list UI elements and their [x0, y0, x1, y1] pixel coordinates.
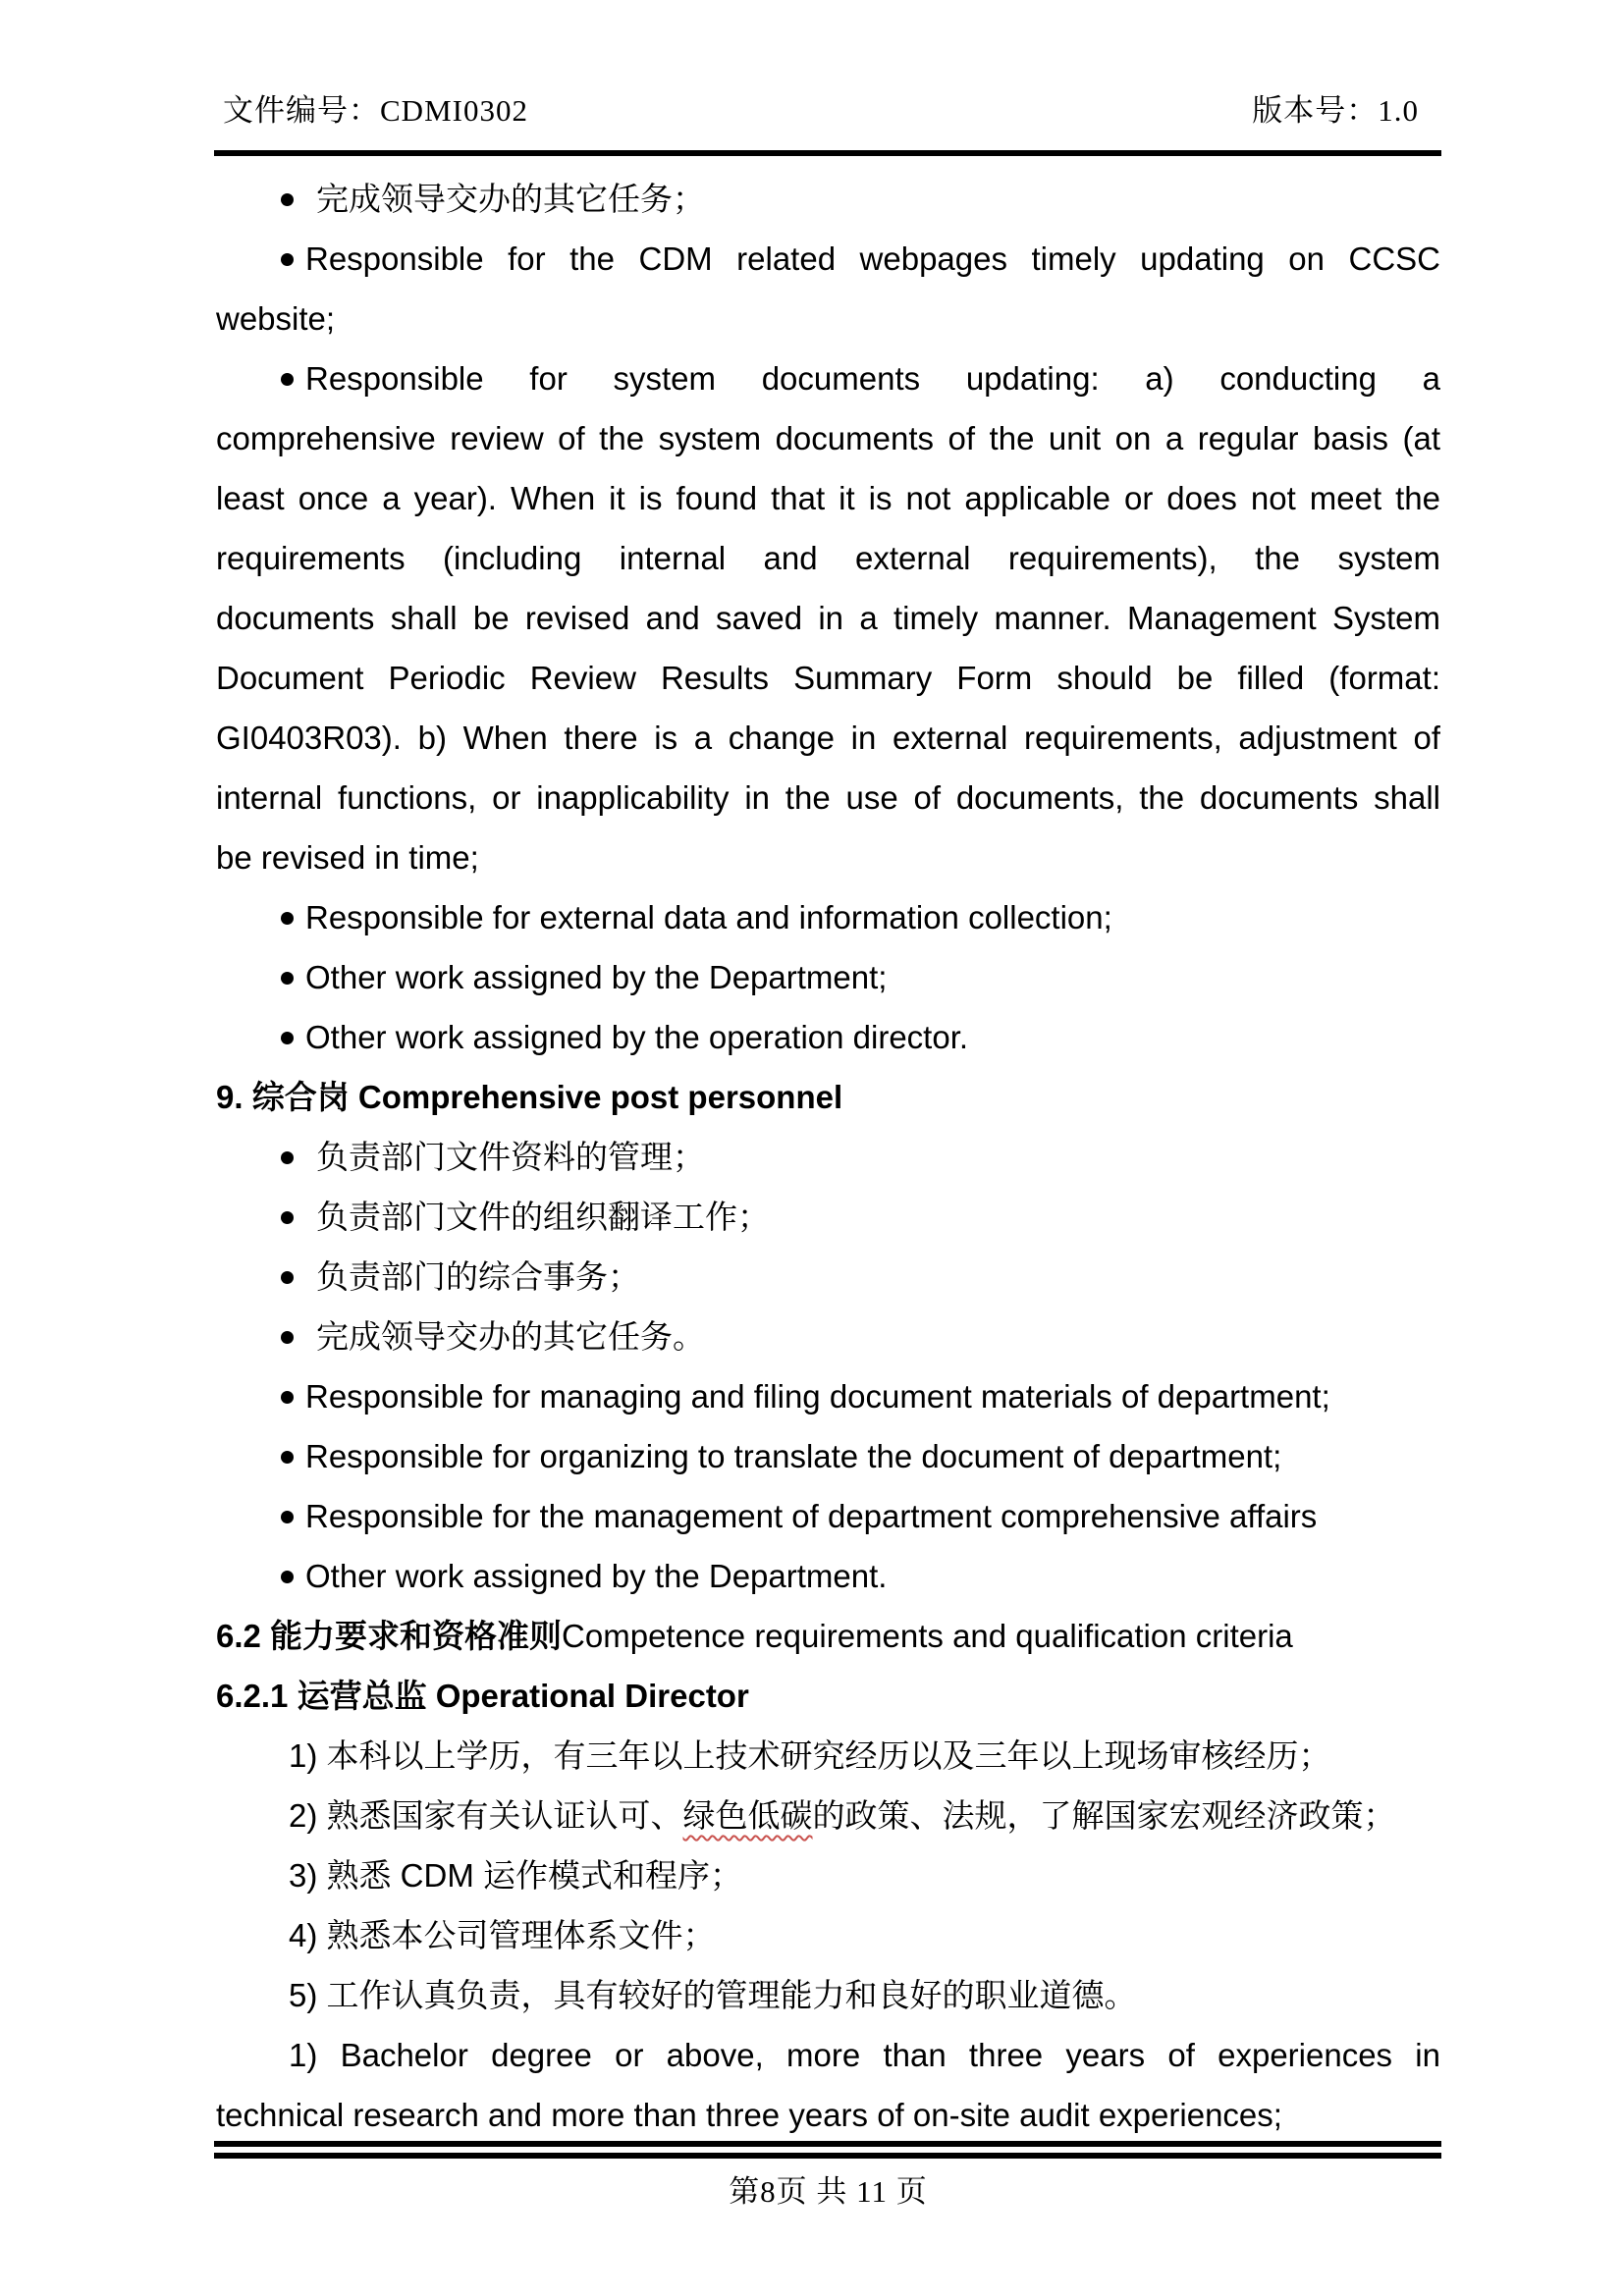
spellcheck-underlined-text: 绿色低碳 — [682, 1797, 813, 1834]
bullet-text: Responsible for system documents updating: a) conducting a — [305, 360, 1440, 397]
bullet-icon — [281, 1032, 294, 1044]
paragraph-text: 1) Bachelor degree or above, more than three years of experiences in — [289, 2037, 1440, 2073]
bullet-icon — [281, 373, 294, 386]
bullet-item-en-affairs — [216, 1486, 1440, 1546]
bullet-text: 负责部门文件的组织翻译工作； — [316, 1199, 770, 1235]
paragraph-line — [216, 408, 1440, 468]
bullet-icon — [281, 1331, 294, 1344]
bullet-text: Responsible for the CDM related webpages timely updating on CCSC — [305, 240, 1440, 277]
numbered-item-3: 3) 熟悉 CDM 运作模式和程序； — [289, 1857, 742, 1894]
bullet-text: Responsible for managing and filing document materials of department; — [305, 1378, 1330, 1415]
bullet-text: Responsible for organizing to translate the document of department; — [305, 1438, 1282, 1474]
bullet-item-other-dept — [216, 947, 1440, 1007]
section-heading-9: 9. 综合岗 Comprehensive post personnel — [216, 1079, 843, 1115]
bullet-text: Responsible for external data and information collection; — [305, 899, 1112, 935]
section-heading-6-2 — [216, 1606, 1440, 1666]
paragraph-text: GI0403R03). b) When there is a change in external requirements, adjustment of — [216, 720, 1440, 756]
paragraph-line — [216, 648, 1440, 708]
bullet-item-en-other — [216, 1546, 1440, 1606]
item-text-pre: 2) 熟悉国家有关认证认可、 — [289, 1797, 683, 1834]
bullet-item-cn-task2 — [216, 1307, 1440, 1366]
bullet-item-cn-task — [216, 169, 1440, 229]
footer-rule-bottom — [214, 2153, 1441, 2159]
numbered-item-en-1 — [216, 2025, 1440, 2085]
page-number-label: 第8页 共 11 页 — [729, 2174, 928, 2209]
page-header — [216, 67, 1440, 130]
bullet-text: Other work assigned by the Department. — [305, 1558, 888, 1594]
paragraph-line — [216, 708, 1440, 768]
bullet-icon — [281, 972, 294, 985]
bullet-text: Other work assigned by the operation director. — [305, 1019, 969, 1055]
bullet-icon — [281, 912, 294, 925]
paragraph-text: least once a year). When it is found that it is not applicable or does not meet the — [216, 480, 1440, 516]
paragraph-line — [216, 2085, 1440, 2145]
paragraph-text: Document Periodic Review Results Summary Form should be filled (format: — [216, 660, 1440, 696]
paragraph-text: comprehensive review of the system documents of the unit on a regular basis (at — [216, 420, 1440, 456]
numbered-item-5: 5) 工作认真负责，具有较好的管理能力和良好的职业道德。 — [289, 1977, 1137, 2013]
paragraph-line — [216, 828, 1440, 887]
paragraph-line — [216, 468, 1440, 528]
paragraph-text: technical research and more than three years of on-site audit experiences; — [216, 2097, 1282, 2133]
numbered-item-4: 4) 熟悉本公司管理体系文件； — [289, 1917, 716, 1953]
bullet-item-other-director — [216, 1007, 1440, 1067]
paragraph-line — [216, 528, 1440, 588]
bullet-text: 负责部门文件资料的管理； — [316, 1139, 705, 1175]
item-text-post: 的政策、法规，了解国家宏观经济政策； — [812, 1797, 1396, 1834]
header-rule — [214, 150, 1441, 156]
paragraph-text: documents shall be revised and saved in a timely manner. Management System — [216, 600, 1440, 636]
numbered-item-1: 1) 本科以上学历，有三年以上技术研究经历以及三年以上现场审核经历； — [289, 1737, 1331, 1774]
bullet-icon — [281, 1211, 294, 1224]
bullet-item-cn-affairs — [216, 1247, 1440, 1307]
bullet-item-webpages — [216, 229, 1440, 289]
paragraph-text: be revised in time; — [216, 839, 479, 876]
bullet-icon — [281, 253, 294, 266]
bullet-item-cn-manage — [216, 1127, 1440, 1187]
bullet-text: Other work assigned by the Department; — [305, 959, 888, 995]
bullet-icon — [281, 193, 294, 206]
bullet-item-cn-translate — [216, 1187, 1440, 1247]
bullet-text: 完成领导交办的其它任务； — [316, 181, 705, 217]
bullet-item-sysdocs — [216, 348, 1440, 408]
numbered-item-2 — [216, 1786, 1440, 1845]
bullet-icon — [281, 1151, 294, 1164]
bullet-icon — [281, 1451, 294, 1464]
paragraph-text: internal functions, or inapplicability in the use of documents, the documents shall — [216, 779, 1440, 816]
bullet-icon — [281, 1391, 294, 1404]
bullet-item-en-manage — [216, 1366, 1440, 1426]
bullet-item-en-translate — [216, 1426, 1440, 1486]
paragraph-line — [216, 588, 1440, 648]
paragraph-text: website; — [216, 300, 336, 337]
paragraph-line — [216, 289, 1440, 348]
footer-rule-top — [214, 2141, 1441, 2147]
bullet-icon — [281, 1511, 294, 1523]
page-footer — [216, 2167, 1440, 2216]
heading-en: Competence requirements and qualification criteria — [562, 1618, 1293, 1654]
bullet-icon — [281, 1571, 294, 1583]
doc-number-label: 文件编号：CDMI0302 — [223, 93, 528, 128]
version-label: 版本号：1.0 — [1252, 93, 1419, 128]
paragraph-text: requirements (including internal and external requirements), the system — [216, 540, 1440, 576]
bullet-text: Responsible for the management of department comprehensive affairs — [305, 1498, 1318, 1534]
heading-number-cn: 6.2 能力要求和资格准则 — [216, 1618, 563, 1654]
bullet-item-external-data — [216, 887, 1440, 947]
bullet-text: 完成领导交办的其它任务。 — [316, 1318, 705, 1355]
document-body — [216, 169, 1440, 2145]
bullet-icon — [281, 1271, 294, 1284]
paragraph-line — [216, 768, 1440, 828]
section-heading-6-2-1: 6.2.1 运营总监 Operational Director — [216, 1678, 749, 1714]
bullet-text: 负责部门的综合事务； — [316, 1258, 640, 1295]
